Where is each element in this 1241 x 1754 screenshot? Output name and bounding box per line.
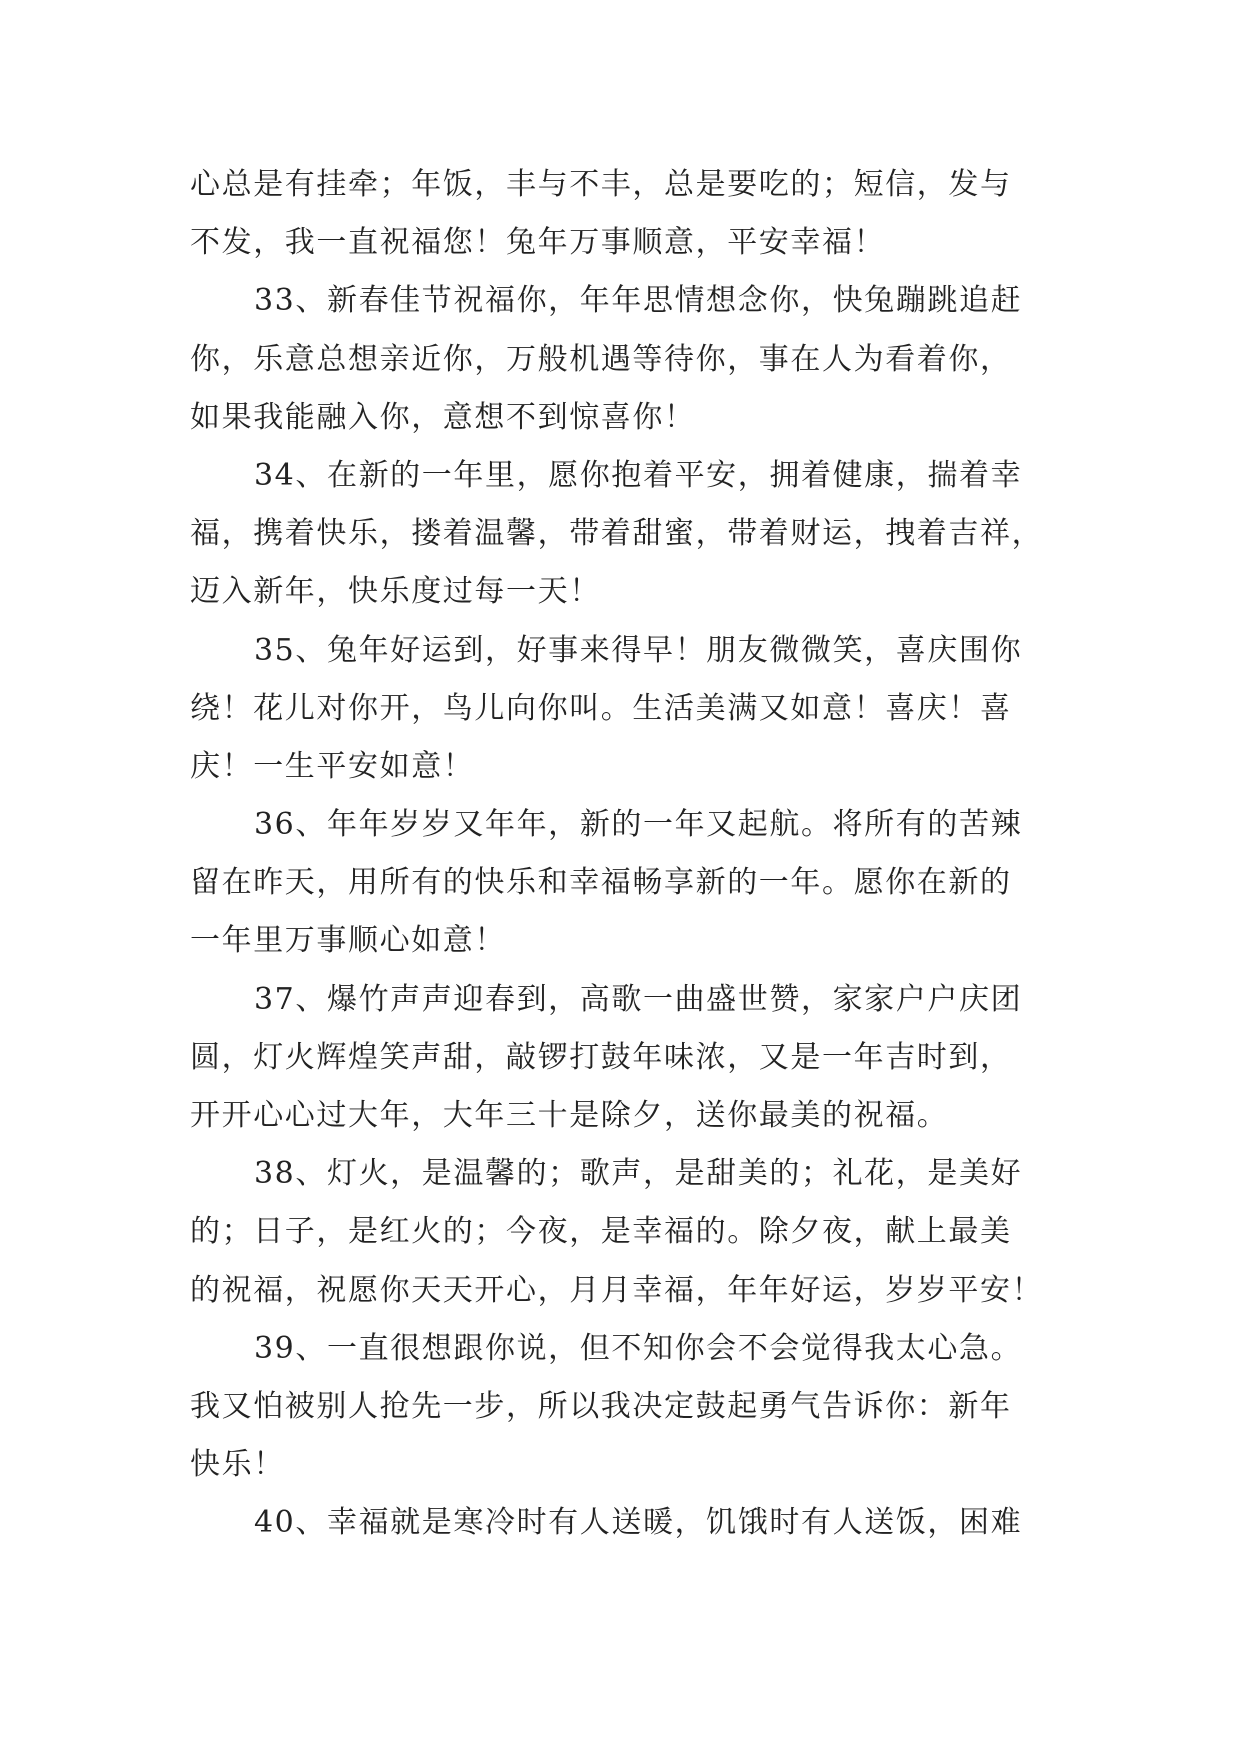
text-line-19: 的；日子，是红火的；今夜，是幸福的。除夕夜，献上最美 [190,1214,1012,1250]
text-line-16: 圆，灯火辉煌笑声甜，敲锣打鼓年味浓，又是一年吉时到， [190,1039,1012,1075]
paragraph-38-start: 38、灯火，是温馨的；歌声，是甜美的；礼花，是美好 [254,1156,1023,1192]
text-line-7: 福，携着快乐，搂着温馨，带着甜蜜，带着财运，拽着吉祥， [190,516,1044,552]
text-line-2: 不发，我一直祝福您！兔年万事顺意，平安幸福！ [190,225,886,261]
paragraph-37-start: 37、爆竹声声迎春到，高歌一曲盛世赞，家家户户庆团 [254,981,1023,1017]
text-line-8: 迈入新年，快乐度过每一天！ [190,574,601,610]
paragraph-40-start: 40、幸福就是寒冷时有人送暖，饥饿时有人送饭，困难 [254,1505,1023,1541]
text-line-10: 绕！花儿对你开，鸟儿向你叫。生活美满又如意！喜庆！喜 [190,690,1012,726]
text-line-4: 你，乐意总想亲近你，万般机遇等待你，事在人为看着你， [190,341,1012,377]
paragraph-36-start: 36、年年岁岁又年年，新的一年又起航。将所有的苦辣 [254,807,1023,843]
paragraph-33-start: 33、新春佳节祝福你，年年思情想念你，快兔蹦跳追赶 [254,283,1023,319]
paragraph-35-start: 35、兔年好运到，好事来得早！朋友微微笑，喜庆围你 [254,632,1023,668]
document-body [190,156,1060,1553]
text-line-5: 如果我能融入你，意想不到惊喜你！ [190,399,696,435]
text-line-13: 留在昨天，用所有的快乐和幸福畅享新的一年。愿你在新的 [190,865,1012,901]
text-line-20: 的祝福，祝愿你天天开心，月月幸福，年年好运，岁岁平安！ [190,1272,1044,1308]
text-line-23: 快乐！ [190,1447,285,1483]
text-line-14: 一年里万事顺心如意！ [190,923,506,959]
text-line-17: 开开心心过大年，大年三十是除夕，送你最美的祝福。 [190,1098,949,1133]
text-line-11: 庆！一生平安如意！ [190,748,475,784]
paragraph-34-start: 34、在新的一年里，愿你抱着平安，拥着健康，揣着幸 [254,457,1023,493]
text-line-1: 心总是有挂牵；年饭，丰与不丰，总是要吃的；短信，发与 [190,167,1012,202]
paragraph-39-start: 39、一直很想跟你说，但不知你会不会觉得我太心急。 [254,1330,1023,1366]
text-line-22: 我又怕被别人抢先一步，所以我决定鼓起勇气告诉你：新年 [190,1388,1012,1424]
